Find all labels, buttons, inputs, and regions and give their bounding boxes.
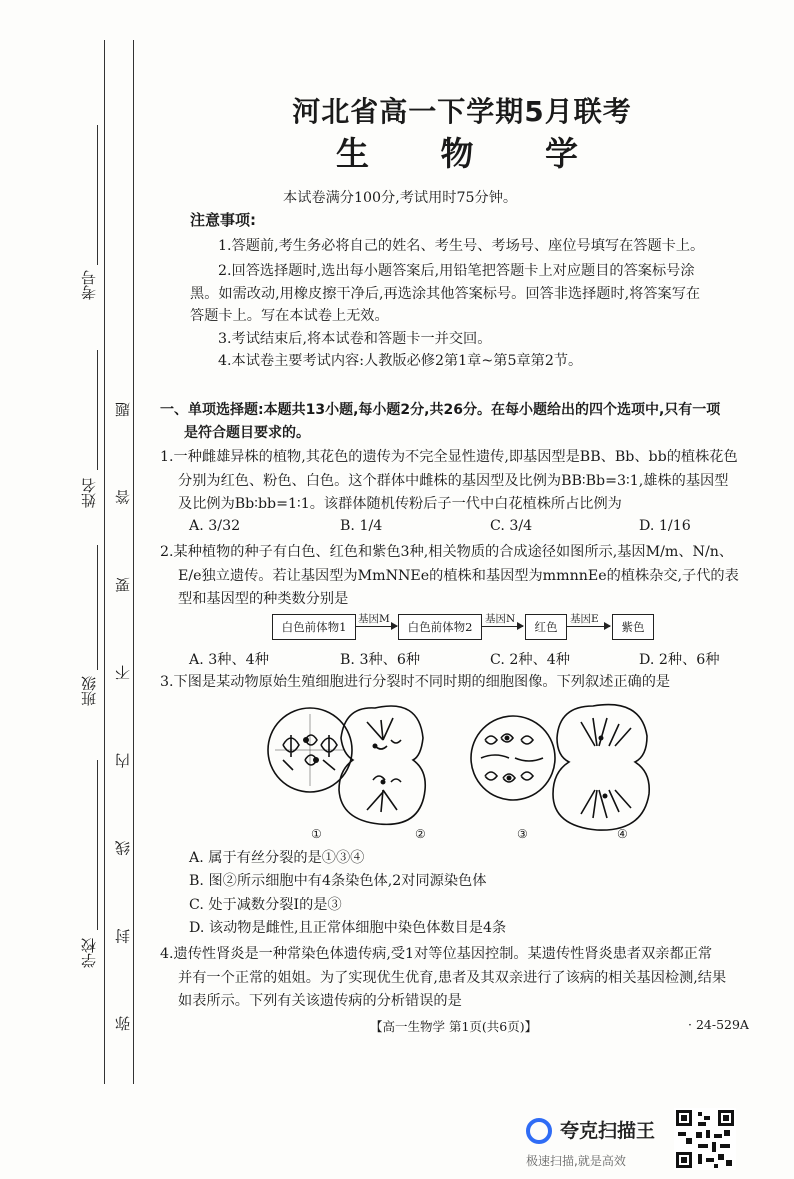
paper-code: · 24-529A — [688, 1017, 749, 1032]
class-underline — [97, 545, 98, 670]
cell-2 — [339, 706, 425, 824]
scanner-brand: 夸克扫描王 — [560, 1120, 656, 1142]
q2-option-a: A. 3种、4种 — [189, 652, 269, 668]
notice-item-2-end: 答题卡上。写在本试卷上无效。 — [190, 308, 389, 324]
section-heading: 一、单项选择题:本题共13小题,每小题2分,共26分。在每小题给出的四个选项中,只有一项 — [160, 402, 721, 418]
cell-division-figure — [263, 700, 663, 860]
scanner-slogan: 极速扫描,就是高效 — [526, 1154, 626, 1168]
flow-arrow-1-label: 基因M — [358, 613, 390, 625]
exam-no-label: 考号 — [80, 270, 98, 300]
binding-line-inner — [133, 40, 134, 1084]
q4-stem-line3: 如表所示。下列有关该遗传病的分析错误的是 — [178, 993, 462, 1009]
flow-box-precursor1: 白色前体物1 — [272, 614, 356, 640]
page-footer: 【高一生物学 第1页(共6页)】 — [370, 1019, 538, 1034]
school-label: 学校 — [80, 938, 98, 968]
q3-stem: 3.下图是某动物原始生殖细胞进行分裂时不同时期的细胞图像。下列叙述正确的是 — [160, 674, 671, 690]
name-label: 姓名 — [80, 478, 98, 508]
q2-option-c: C. 2种、4种 — [490, 652, 570, 668]
seal-words: 弥 封 线 内 不 要 答 题 — [114, 368, 132, 1032]
flow-box-red: 红色 — [525, 614, 567, 640]
q1-option-b: B. 1/4 — [340, 518, 383, 534]
scanner-logo-icon — [526, 1118, 552, 1144]
fig-label-3: ③ — [517, 827, 528, 841]
q1-option-d: D. 1/16 — [639, 518, 691, 534]
qr-code-icon — [674, 1108, 736, 1170]
fig-label-4: ④ — [617, 827, 628, 841]
q4-stem-line1: 4.遗传性肾炎是一种常染色体遗传病,受1对等位基因控制。某遗传性肾炎患者双亲都正常 — [160, 946, 713, 962]
q1-stem-line1: 1.一种雌雄异株的植物,其花色的遗传为不完全显性遗传,即基因型是BB、Bb、bb的植株花色 — [160, 449, 738, 465]
q1-option-c: C. 3/4 — [490, 518, 533, 534]
subject-title: 生 物 学 — [336, 134, 608, 173]
q2-option-d: D. 2种、6种 — [639, 652, 720, 668]
cell-3 — [471, 716, 555, 800]
q3-option-d: D. 该动物是雌性,且正常体细胞中染色体数目是4条 — [189, 920, 507, 936]
notice-heading: 注意事项: — [190, 211, 256, 229]
school-underline — [97, 760, 98, 930]
flow-arrow-3 — [566, 626, 610, 627]
flow-arrow-1 — [355, 626, 397, 627]
fig-label-2: ② — [415, 827, 426, 841]
q2-stem-line2: E/e独立遗传。若让基因型为MmNNEe的植株和基因型为mmnnEe的植株杂交,子代的表 — [178, 568, 739, 584]
flow-box-precursor2: 白色前体物2 — [398, 614, 482, 640]
notice-item-1: 1.答题前,考生务必将自己的姓名、考生号、考场号、座位号填写在答题卡上。 — [218, 238, 705, 254]
section-heading-cont: 是符合题目要求的。 — [184, 425, 310, 441]
q2-stem-line1: 2.某种植物的种子有白色、红色和紫色3种,相关物质的合成途径如图所示,基因M/m、N/n、 — [160, 544, 734, 560]
q1-stem-line3: 及比例为Bb∶bb=1∶1。该群体随机传粉后子一代中白花植株所占比例为 — [178, 496, 622, 512]
name-underline — [97, 350, 98, 470]
q2-option-b: B. 3种、6种 — [340, 652, 421, 668]
q1-option-a: A. 3/32 — [189, 518, 241, 534]
notice-item-2-cont: 黑。如需改动,用橡皮擦干净后,再选涂其他答案标号。回答非选择题时,将答案写在 — [190, 286, 701, 302]
notice-item-4: 4.本试卷主要考试内容:人教版必修2第1章~第5章第2节。 — [218, 353, 583, 369]
notice-item-2: 2.回答选择题时,选出每小题答案后,用铅笔把答题卡上对应题目的答案标号涂 — [218, 263, 695, 279]
q1-stem-line2: 分别为红色、粉色、白色。这个群体中雌株的基因型及比例为BB∶Bb=3∶1,雄株的基因型 — [178, 473, 729, 489]
q4-stem-line2: 并有一个正常的姐姐。为了实现优生优育,患者及其双亲进行了该病的相关基因检测,结果 — [178, 970, 727, 986]
binding-line-outer — [104, 40, 105, 1084]
flow-arrow-3-label: 基因E — [570, 613, 599, 625]
q3-option-c: C. 处于减数分裂Ⅰ的是③ — [189, 897, 342, 913]
q2-stem-line3: 型和基因型的种类数分别是 — [178, 591, 349, 607]
fig-label-1: ① — [311, 827, 322, 841]
cell-4 — [553, 705, 649, 830]
flow-arrow-2-label: 基因N — [485, 613, 516, 625]
flow-box-purple: 紫色 — [612, 614, 654, 640]
score-info: 本试卷满分100分,考试用时75分钟。 — [283, 190, 518, 206]
class-label: 班级 — [80, 676, 98, 706]
notice-item-3: 3.考试结束后,将本试卷和答题卡一并交回。 — [218, 331, 492, 347]
scanner-watermark — [524, 1108, 794, 1179]
exam-title: 河北省高一下学期5月联考 — [292, 95, 632, 128]
q3-option-a: A. 属于有丝分裂的是①③④ — [189, 850, 365, 866]
flow-arrow-2 — [481, 626, 523, 627]
q3-option-b: B. 图②所示细胞中有4条染色体,2对同源染色体 — [189, 873, 487, 889]
